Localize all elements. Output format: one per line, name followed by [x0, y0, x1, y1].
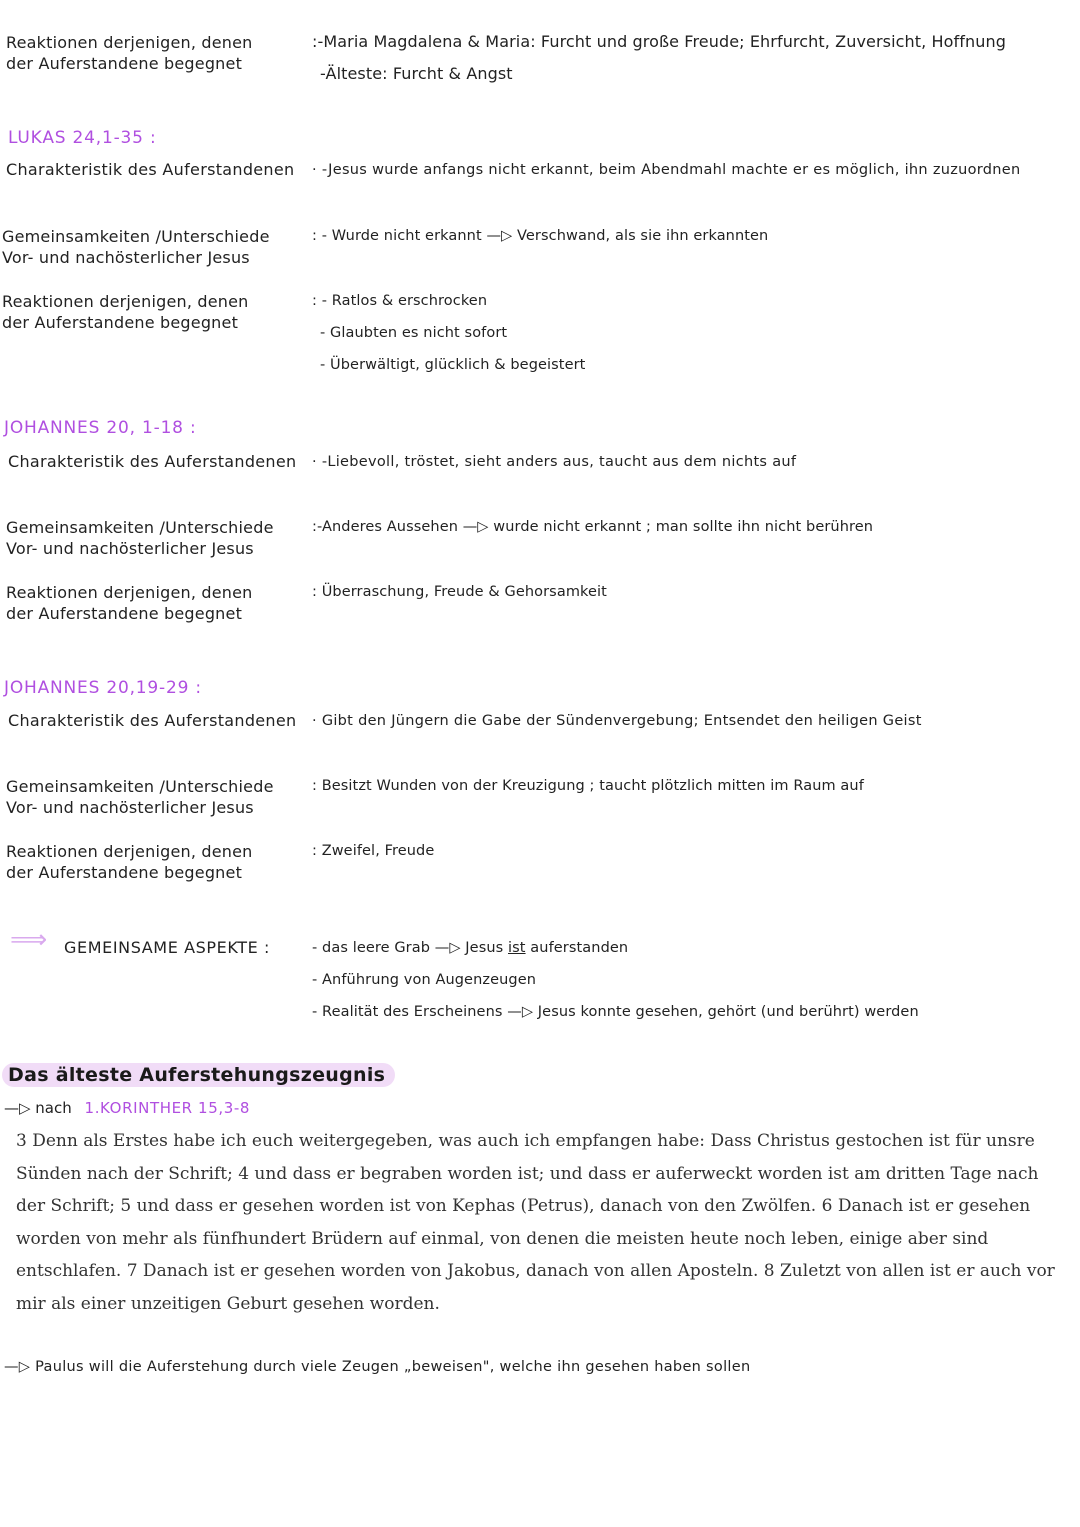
reactions-label	[6, 582, 253, 624]
common-aspect-item	[312, 932, 919, 964]
similarities-label-line1: Gemeinsamkeiten /Unterschiede	[6, 518, 274, 537]
section-heading-johannes-1: JOHANNES 20, 1-18 :	[4, 418, 197, 438]
johannes2-similarities: : Besitzt Wunden von der Kreuzigung ; taucht plötzlich mitten im Raum auf	[312, 778, 864, 794]
bible-passage: 3 Denn als Erstes habe ich euch weitergegeben, was auch ich empfangen habe: Dass Christus gestochen ist für unsre Sünden nach der Schrift; 4 und dass er begraben worden ist; und dass er auferweckt worden ist am dritten Tage nach der Schrift; 5 und dass er gesehen worden ist von Kephas (Petrus), danach von den Zwölfen. 6 Danach ist er gesehen worden von mehr als fünfhundert Brüdern auf einmal, von denen die meisten heute noch leben, einige aber sind entschlafen. 7 Danach ist er gesehen worden von Jakobus, danach von allen Aposteln. 8 Zuletzt von allen ist er auch vor mir als einer unzeitigen Geburt gesehen worden.	[16, 1131, 1055, 1314]
reactions-label-line1: Reaktionen derjenigen, denen	[6, 33, 253, 52]
reaction-item: - Überwältigt, glücklich & begeistert	[320, 357, 586, 373]
reactions-label-line2: der Auferstandene begegnet	[6, 863, 243, 882]
similarities-label	[6, 776, 274, 818]
section-heading-johannes-2: JOHANNES 20,19-29 :	[4, 678, 202, 698]
reactions-label	[2, 291, 249, 333]
johannes1-reactions: : Überraschung, Freude & Gehorsamkeit	[312, 584, 607, 600]
reactions-label-line1: Reaktionen derjenigen, denen	[6, 583, 253, 602]
reaction-item: -Älteste: Furcht & Angst	[320, 64, 513, 83]
characteristic-label: Charakteristik des Auferstandenen	[6, 160, 295, 179]
reactions-label-line1: Reaktionen derjenigen, denen	[6, 842, 253, 861]
reactions-label-line2: der Auferstandene begegnet	[6, 604, 243, 623]
similarities-label-line2: Vor- und nachösterlicher Jesus	[6, 539, 254, 558]
reaction-item: - Glaubten es nicht sofort	[320, 325, 508, 341]
conclusion-note: —▷ Paulus will die Auferstehung durch viele Zeugen „beweisen", welche ihn gesehen haben sollen	[4, 1359, 751, 1375]
reactions-label	[6, 32, 253, 74]
similarities-label	[6, 517, 274, 559]
oldest-testimony-title	[2, 1064, 395, 1086]
common-aspects-list	[312, 932, 919, 1028]
reactions-label-line1: Reaktionen derjenigen, denen	[2, 292, 249, 311]
similarities-label-line2: Vor- und nachösterlicher Jesus	[2, 248, 250, 267]
common-aspect-item: - Realität des Erscheinens —▷ Jesus konnte gesehen, gehört (und berührt) werden	[312, 1004, 919, 1020]
characteristic-label: Charakteristik des Auferstandenen	[8, 452, 297, 471]
reaction-item: : - Ratlos & erschrocken	[312, 293, 488, 309]
similarities-label-line1: Gemeinsamkeiten /Unterschiede	[2, 227, 270, 246]
reference-prefix: —▷ nach	[4, 1099, 72, 1117]
section-heading-lukas: LUKAS 24,1-35 :	[8, 128, 157, 148]
scripture-reference	[4, 1099, 250, 1117]
lukas-similarities: : - Wurde nicht erkannt —▷ Verschwand, als sie ihn erkannten	[312, 228, 769, 244]
common-aspect-item: - Anführung von Augenzeugen	[312, 972, 537, 988]
reference-text: 1.KORINTHER 15,3-8	[84, 1099, 251, 1117]
top-reactions-list	[312, 26, 1006, 90]
lukas-characteristic: · -Jesus wurde anfangs nicht erkannt, beim Abendmahl machte er es möglich, ihn zuzuordnen	[312, 162, 1021, 178]
common-aspect-text: - das leere Grab —▷ Jesus	[312, 940, 508, 956]
reactions-label-line2: der Auferstandene begegnet	[6, 54, 243, 73]
characteristic-label: Charakteristik des Auferstandenen	[8, 711, 297, 730]
common-aspect-underlined: ist	[508, 940, 526, 956]
reactions-label-line2: der Auferstandene begegnet	[2, 313, 239, 332]
similarities-label-line2: Vor- und nachösterlicher Jesus	[6, 798, 254, 817]
similarities-label	[2, 226, 270, 268]
reaction-item: :-Maria Magdalena & Maria: Furcht und große Freude; Ehrfurcht, Zuversicht, Hoffnung	[312, 32, 1006, 51]
lukas-reactions-list	[312, 285, 585, 381]
johannes2-reactions: : Zweifel, Freude	[312, 843, 435, 859]
common-aspect-text: auferstanden	[525, 940, 629, 956]
double-arrow-icon: ⟹	[10, 925, 48, 955]
johannes1-characteristic: · -Liebevoll, tröstet, sieht anders aus, taucht aus dem nichts auf	[312, 454, 797, 470]
reactions-label	[6, 841, 253, 883]
highlighted-title: Das älteste Auferstehungszeugnis	[2, 1063, 395, 1087]
similarities-label-line1: Gemeinsamkeiten /Unterschiede	[6, 777, 274, 796]
common-aspects-label: GEMEINSAME ASPEKTE :	[64, 938, 270, 957]
johannes1-similarities: :-Anderes Aussehen —▷ wurde nicht erkannt ; man sollte ihn nicht berühren	[312, 519, 874, 535]
johannes2-characteristic: · Gibt den Jüngern die Gabe der Sündenvergebung; Entsendet den heiligen Geist	[312, 713, 922, 729]
